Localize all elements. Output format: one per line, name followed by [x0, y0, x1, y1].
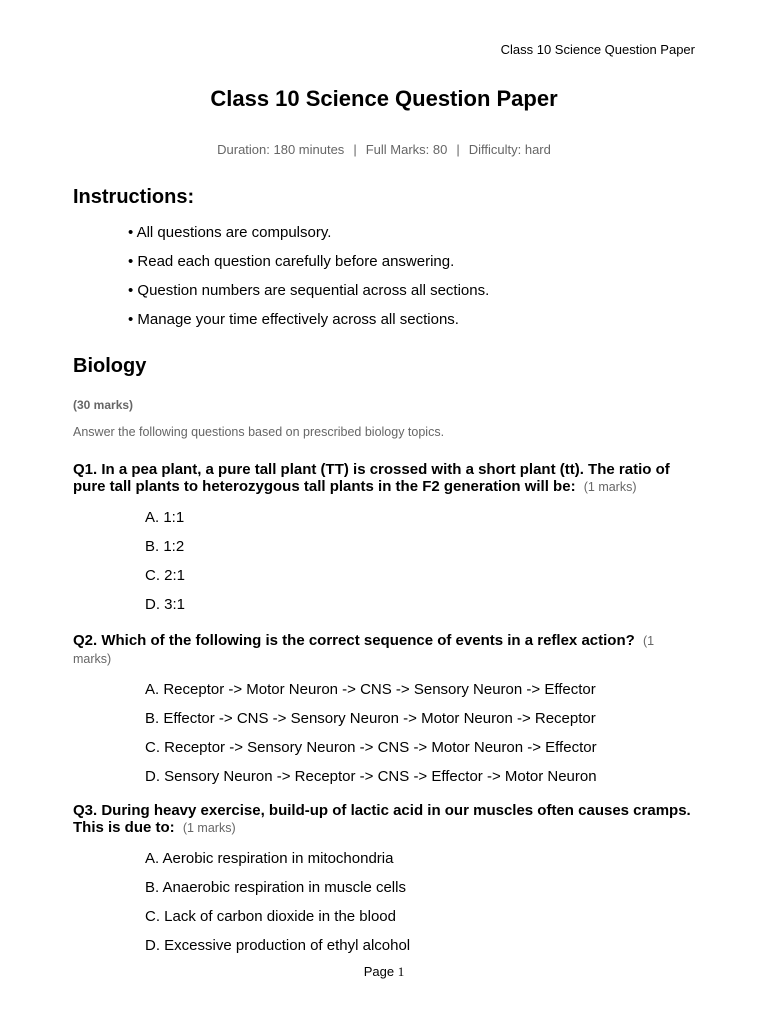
- option-item: A. Aerobic respiration in mitochondria: [145, 850, 394, 867]
- option-item: D. 3:1: [145, 596, 186, 613]
- question-marks: (1 marks): [182, 821, 236, 835]
- page-label: Page: [363, 964, 395, 979]
- instruction-item: • Question numbers are sequential across all sections.: [128, 282, 490, 299]
- instructions-list: [128, 223, 695, 329]
- options-list: [145, 680, 695, 786]
- paper-meta: [0, 142, 768, 157]
- meta-separator: |: [353, 142, 357, 157]
- page-title: Class 10 Science Question Paper: [210, 86, 558, 111]
- question-text-wrapper: [73, 632, 695, 668]
- question-text: Q3. During heavy exercise, build-up of lactic acid in our muscles often causes cramps. This is due to:: [73, 802, 691, 836]
- option-item: C. Receptor -> Sensory Neuron -> CNS -> Motor Neuron -> Effector: [145, 739, 597, 756]
- question-3: [73, 802, 695, 955]
- instruction-item: • All questions are compulsory.: [128, 224, 332, 241]
- paper-content: [73, 186, 695, 955]
- section-heading-biology: Biology: [73, 355, 147, 377]
- option-item: D. Sensory Neuron -> Receptor -> CNS -> Effector -> Motor Neuron: [145, 768, 597, 785]
- option-item: B. Effector -> CNS -> Sensory Neuron -> Motor Neuron -> Receptor: [145, 710, 596, 727]
- option-item: B. 1:2: [145, 538, 185, 555]
- question-2: [73, 632, 695, 786]
- instruction-item: • Read each question carefully before answering.: [128, 253, 455, 270]
- page-footer: [0, 964, 768, 980]
- question-marks: (1 marks): [73, 634, 655, 666]
- page-number: 1: [397, 964, 405, 979]
- option-item: A. Receptor -> Motor Neuron -> CNS -> Sensory Neuron -> Effector: [145, 681, 596, 698]
- question-text-wrapper: [73, 461, 695, 496]
- instruction-item: • Manage your time effectively across all sections.: [128, 311, 459, 328]
- option-item: C. 2:1: [145, 567, 186, 584]
- running-header: Class 10 Science Question Paper: [500, 42, 695, 57]
- duration-text: Duration: 180 minutes: [217, 142, 345, 157]
- question-text-wrapper: [73, 802, 695, 837]
- options-list: [145, 849, 695, 955]
- meta-separator: |: [456, 142, 460, 157]
- difficulty-text: Difficulty: hard: [468, 142, 551, 157]
- option-item: B. Anaerobic respiration in muscle cells: [145, 879, 406, 896]
- section-description: Answer the following questions based on prescribed biology topics.: [73, 425, 445, 439]
- option-item: A. 1:1: [145, 509, 185, 526]
- question-text: Q1. In a pea plant, a pure tall plant (TT) is crossed with a short plant (tt). The ratio of pure tall plants to heterozygous tall plants in the F2 generation will be:: [73, 461, 670, 495]
- instructions-heading: Instructions:: [73, 186, 195, 208]
- options-list: [145, 508, 695, 614]
- full-marks-text: Full Marks: 80: [365, 142, 448, 157]
- option-item: C. Lack of carbon dioxide in the blood: [145, 908, 396, 925]
- question-text: Q2. Which of the following is the correct sequence of events in a reflex action?: [73, 632, 635, 649]
- question-marks: (1 marks): [583, 480, 637, 494]
- option-item: D. Excessive production of ethyl alcohol: [145, 937, 411, 954]
- question-1: [73, 461, 695, 614]
- section-marks: (30 marks): [73, 398, 134, 412]
